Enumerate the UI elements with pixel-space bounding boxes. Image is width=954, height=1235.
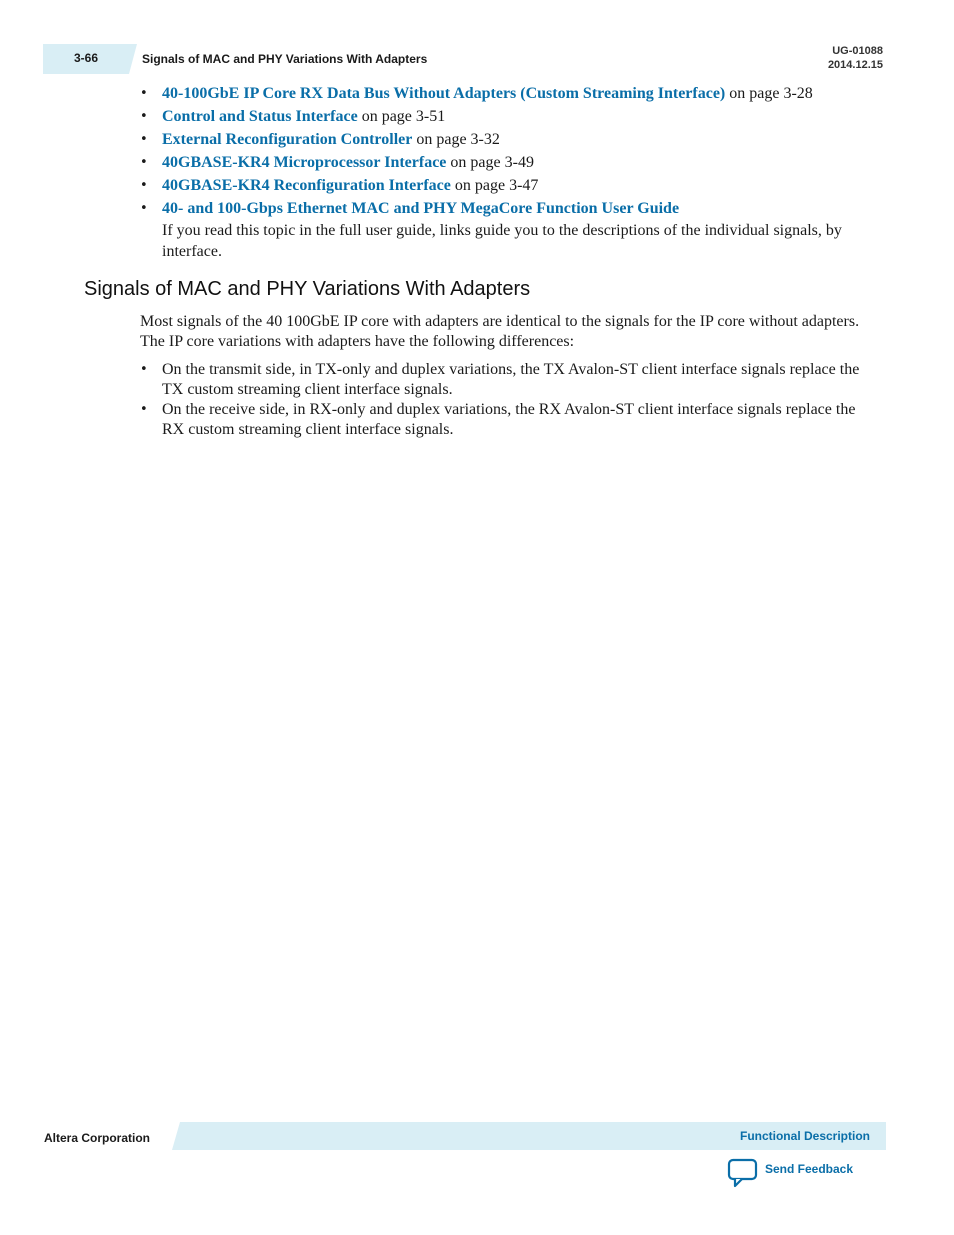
footer-company: Altera Corporation bbox=[44, 1131, 151, 1145]
link-rx-data-bus[interactable]: 40-100GbE IP Core RX Data Bus Without Adapters (Custom Streaming Interface) bbox=[162, 85, 726, 102]
link-kr4-reconfiguration-interface[interactable]: 40GBASE-KR4 Reconfiguration Interface bbox=[162, 177, 451, 194]
section-intro: Most signals of the 40 100GbE IP core with adapters are identical to the signals for the IP core without adapters. The IP core variations with adapters have the following differences: bbox=[140, 313, 860, 350]
page-ref: on page 3-51 bbox=[357, 108, 446, 125]
section-heading: Signals of MAC and PHY Variations With Adapters bbox=[84, 278, 531, 300]
link-kr4-microprocessor-interface[interactable]: 40GBASE-KR4 Microprocessor Interface bbox=[162, 154, 447, 171]
related-links-list bbox=[140, 82, 880, 262]
differences-list bbox=[140, 360, 870, 440]
list-item bbox=[140, 197, 880, 262]
page-number: 3-66 bbox=[74, 51, 99, 65]
link-user-guide[interactable]: 40- and 100-Gbps Ethernet MAC and PHY MegaCore Function User Guide bbox=[162, 200, 680, 217]
list-item bbox=[140, 82, 880, 105]
list-item: • On the transmit side, in TX-only and duplex variations, the TX Avalon-ST client interface signals replace the TX custom streaming client interface signals. bbox=[140, 360, 870, 400]
running-title: Signals of MAC and PHY Variations With Adapters bbox=[142, 52, 428, 66]
page-ref: on page 3-47 bbox=[450, 177, 539, 194]
document-number: UG-01088 bbox=[832, 45, 883, 57]
link-external-reconfiguration-controller[interactable]: External Reconfiguration Controller bbox=[162, 131, 413, 148]
list-item bbox=[140, 174, 880, 197]
list-item bbox=[140, 105, 880, 128]
page-ref: on page 3-49 bbox=[446, 154, 534, 171]
link-control-status-interface[interactable]: Control and Status Interface bbox=[162, 108, 358, 125]
speech-bubble-icon bbox=[727, 1158, 759, 1188]
list-item: • On the receive side, in RX-only and duplex variations, the RX Avalon-ST client interface signals replace the RX custom streaming client interface signals. bbox=[140, 400, 870, 440]
send-feedback-label: Send Feedback bbox=[765, 1162, 854, 1176]
footer-section-link[interactable]: Functional Description bbox=[739, 1129, 870, 1143]
list-item bbox=[140, 151, 880, 174]
list-item bbox=[140, 128, 880, 151]
page-ref: on page 3-32 bbox=[412, 131, 500, 148]
page-ref: on page 3-28 bbox=[725, 85, 813, 102]
send-feedback-button[interactable] bbox=[727, 1158, 853, 1188]
link-note: If you read this topic in the full user guide, links guide you to the descriptions of the individual signals, by interface. bbox=[162, 222, 842, 260]
document-id bbox=[828, 44, 883, 72]
document-date: 2014.12.15 bbox=[827, 59, 883, 71]
